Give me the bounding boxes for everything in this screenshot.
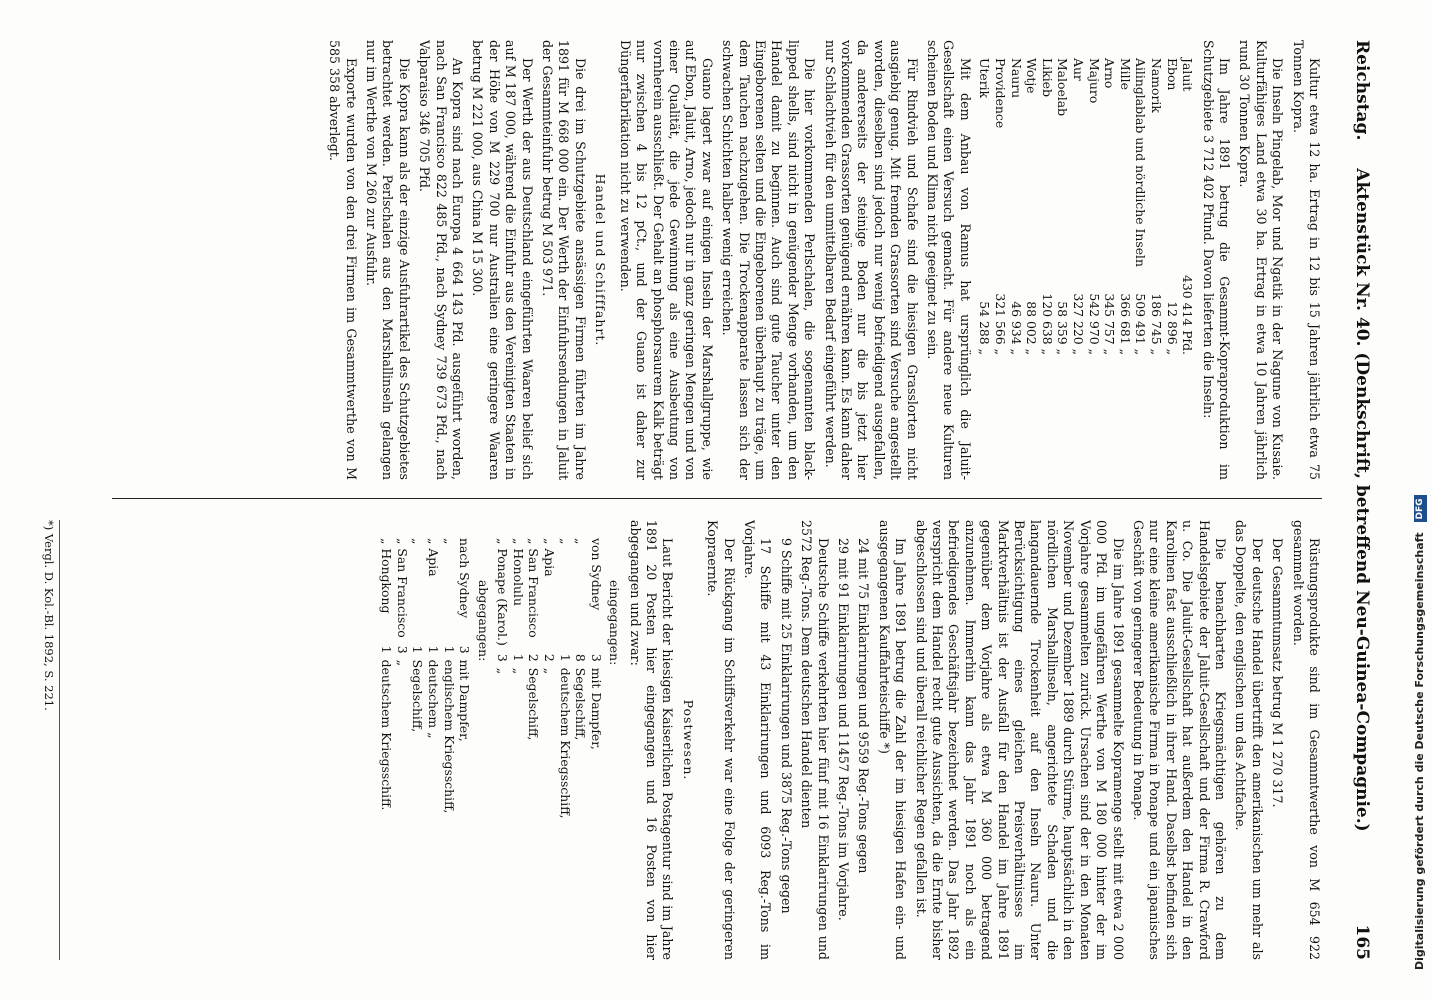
paragraph: 24 mit 75 Einklarirungen und 9559 Reg.-Tons gegen xyxy=(856,538,872,874)
table-row xyxy=(1024,58,1040,361)
island-name: Likieb xyxy=(1039,58,1055,97)
table-row xyxy=(441,538,457,821)
mail-count: 1 xyxy=(557,653,573,662)
right-column xyxy=(375,520,1322,960)
island-name: Uterik xyxy=(977,58,993,99)
kopra-value: 366 681 „ xyxy=(1117,293,1133,355)
mail-vessel: mit Dampfer, xyxy=(588,667,604,750)
table-row xyxy=(379,538,395,821)
column-divider xyxy=(112,498,1322,499)
left-column xyxy=(322,40,1322,480)
mail-vessel: „ xyxy=(495,667,511,675)
island-name: Jaluit xyxy=(1180,58,1196,92)
table-row xyxy=(1164,58,1180,361)
paragraph: Die im Jahre 1891 gesammelte Kopramenge stellt mit etwa 2 000 000 Pfd. im ungefähren Werthe von M 180 000 hinter der im Vorjahre gesammelten zurück. Ursachen sind der in den Monaten November und Dezember 1889 durch Stürme, hauptsächlich in den nördlichen Marshallinseln, angerichtete Schaden und die langandauernde Trockenheit auf den Inseln Nauru. Unter Berücksichtigung eines gleichen Preisverhältnisses im Marktverhältnis ist der Ausfall für den Handel im Jahre 1891 gegenüber dem Vorjahre als etwa M 360 000 betragend anzunehmen. Immerhin kann das Jahr 1891 noch als ein befriedigendes Geschäftsjahr bezeichnet werden. Das Jahr 1892 verspricht dem Handel recht gute Aussichten, da die Ernte bisher abgeschlossen sind und überall reichlicher Regen gefallen ist. xyxy=(913,520,1126,960)
island-name: Arno xyxy=(1102,58,1118,89)
paragraph: Der Rückgang im Schiffsverkehr war eine Folge der geringeren Kopraernte. xyxy=(705,520,737,960)
mail-vessel: deutschem Kriegsschiff. xyxy=(379,659,395,811)
kopra-value: 327 220 „ xyxy=(1071,293,1086,355)
paragraph: Laut Bericht der hiesigen Kaiserlichen Postagentur sind im Jahre 1891 20 Posten hier eingegangen und 16 Posten von hier abgegangen und zwar: xyxy=(627,520,676,960)
kopra-value: 120 638 „ xyxy=(1039,293,1055,355)
header-title: Aktenstück Nr. 40. (Denkschrift, betreffend Neu-Guinea-Compagnie.) xyxy=(1352,168,1372,832)
mail-count: 3 xyxy=(588,653,604,662)
paragraph: 17 Schiffe mit 43 Einklarirungen und 6093 Reg.-Tons im Vorjahre. xyxy=(742,520,774,960)
paragraph: Die benachbarten Kriegsmächtigen gehören zu dem Handelsgebiete der Jaluit-Gesellschaft und der Firma R. Crawford u. Co. Die Jaluit-Gesellschaft hat außerdem den Handel in den Karolinen fast ausschließlich in ihrer Hand. Daselbst befinden sich nur eine kleine amerikanische Firma in Ponape und ein japanisches Geschäft von geringerer Bedeutung in Ponape. xyxy=(1130,520,1228,960)
kopra-value: 430 414 Pfd. xyxy=(1180,275,1196,355)
paragraph: 9 Schiffe mit 25 Einklarirungen und 3875 Reg.-Tons gegen xyxy=(778,538,794,914)
island-name: Maloelab xyxy=(1055,58,1071,117)
table-row xyxy=(573,538,589,827)
mail-vessel: englischem Kriegsschiff, xyxy=(441,659,457,814)
table-row xyxy=(410,538,426,821)
table-row xyxy=(1039,58,1055,361)
table-row xyxy=(394,538,410,821)
paragraph: Der Gesammtumsatz betrug M 1 270 317. xyxy=(1270,538,1286,808)
outgoing-label: abgegangen: xyxy=(475,580,491,662)
mail-vessel: „ xyxy=(510,667,526,675)
paragraph: Die drei im Schutzgebiete ansässigen Firmen führten im Jahre 1891 für M 668 000 ein. Der Werth der Einfuhrsendungen in Jaluit der Gesammteinfuhr betrug M 503 971. xyxy=(540,40,588,480)
kopra-value: 54 288 „ xyxy=(977,301,993,355)
kopra-production-table xyxy=(977,58,1195,361)
mail-origin: „ Ponape (Karol.) xyxy=(495,538,511,646)
table-row xyxy=(1086,58,1102,361)
table-row xyxy=(495,538,511,827)
mail-count: 3 xyxy=(457,645,473,654)
island-name: Aur xyxy=(1071,58,1086,81)
table-row xyxy=(1008,58,1024,361)
table-row xyxy=(557,538,573,827)
mail-vessel: Segelschiff, xyxy=(410,659,426,733)
kopra-value: 321 566 „ xyxy=(993,293,1009,355)
running-head xyxy=(1332,40,1372,960)
paragraph: Der Werth der aus Deutschland eingeführten Waaren belief sich auf M 187 000, während die Einfuhr aus den Vereinigten Staaten in der Höhe von M 229 700 nur Australien eine geringere Waaren betrug M 221 000, aus China M 15 300. xyxy=(470,40,535,480)
dfg-logo: DFG xyxy=(1414,495,1427,522)
paragraph: Rüstungsprodukte sind im Gesammtwerthe von M 654 922 gesammelt worden. xyxy=(1290,520,1322,960)
section-heading-trade: Handel und Schifffahrt. xyxy=(593,173,609,347)
attribution-text: Digitalisierung gefördert durch die Deutsche Forschungsgemeinschaft xyxy=(1413,532,1426,970)
island-name: Ebon xyxy=(1164,58,1180,91)
mail-destination: „ San Francisco xyxy=(394,538,410,638)
mail-vessel: deutschem Kriegsschiff, xyxy=(557,667,573,819)
mail-count: 3 xyxy=(394,645,410,654)
table-row xyxy=(992,58,1008,361)
mail-count: 1 xyxy=(426,645,441,654)
kopra-value: 58 359 „ xyxy=(1055,301,1071,355)
paragraph: Mit dem Anbau von Ramus hat ursprünglich die Jaluit-Gesellschaft einen Versuch gemacht. Für andere neue Kulturen scheinen Boden und Klima nicht geeignet zu sein. xyxy=(925,40,973,480)
kopra-value: 542 970 „ xyxy=(1086,293,1102,355)
table-row xyxy=(1148,58,1164,361)
mail-origin: „ xyxy=(573,538,589,545)
mail-count: 2 xyxy=(526,653,542,662)
mail-vessel: Segelschiff, xyxy=(573,667,589,741)
mail-count: 1 xyxy=(510,653,526,662)
island-name: Ailinglablab und nördliche Inseln xyxy=(1133,58,1149,268)
outgoing-mail-table xyxy=(379,538,473,821)
incoming-label: eingegangen: xyxy=(607,580,623,666)
paragraph: Die Inseln Pingelab, Mor und Ngatik in der Nagune von Kusaie. Kulturfähiges Land etwa 30 ha. Ertrag in etwa 10 Jahren jährlich rund 30 Tonnen Kopra. xyxy=(1237,40,1286,480)
page-number: 165 xyxy=(1352,924,1372,960)
footnote: *) Vergl. D. Kol.-Bl. 1892, S. 221. xyxy=(42,520,60,960)
mail-vessel: „ xyxy=(394,659,410,667)
kopra-value: 46 934 „ xyxy=(1008,301,1024,355)
table-row xyxy=(510,538,526,827)
digitization-attribution xyxy=(1409,0,1431,1000)
mail-destination: „ xyxy=(410,538,426,545)
table-row xyxy=(1180,58,1196,361)
mail-count: 1 xyxy=(441,645,457,654)
mail-destination: „ xyxy=(441,538,457,545)
paragraph: Die Kopra kann als der einzige Ausfuhrartikel des Schutzgebietes betrachtet werden. Perlschalen aus den Marshallinseln gelangen nur im Werthe von M 260 zur Ausfuhr. xyxy=(364,40,412,480)
table-row xyxy=(425,538,441,821)
paragraph: Für Rindvieh und Schafe sind die hiesigen Grasslorten nicht ausgiebig genug. Mit fremden Grassorten sind Versuche angestellt worden, dieselben sind jedoch nur wenig befriedigend ausgefallen, da andererseits der steinige Boden nur die bis jetzt hier vorkommenden Grassorten genügend ernähren kann. Es kann daher nur Schlachtvieh für den unmittelbaren Bedarf eingeführt werden. xyxy=(822,40,920,480)
mail-origin: „ Honolulu xyxy=(510,538,526,606)
mail-count: 1 xyxy=(379,645,395,654)
mail-vessel: Segelschiff, xyxy=(526,667,542,741)
island-name: Providence xyxy=(993,58,1009,129)
table-row xyxy=(1070,58,1086,361)
mail-vessel: deutschem „ xyxy=(426,659,441,739)
paragraph: Im Jahre 1891 betrug die Gesammt-Kopraproduktion im Schutzgebiete 3 712 402 Pfund. Davon lieferten die Inseln: xyxy=(1200,40,1232,480)
table-row xyxy=(1055,58,1071,361)
table-row xyxy=(588,538,604,827)
mail-destination: nach Sydney xyxy=(457,538,473,618)
mail-vessel: mit Dampfer, xyxy=(457,659,473,742)
mail-count: 3 xyxy=(495,653,511,662)
mail-vessel: „ xyxy=(541,667,557,675)
mail-origin: von Sydney xyxy=(588,538,604,611)
paragraph: Die hier vorkommenden Perlschalen, die sogenannten black-lipped shells, sind nicht in genügender Menge vorhanden, um den Handel damit zu beginnen. Auch sind gute Taucher unter den Eingeborenen selten und die Eingeborenen überhaupt zu träge, um dem Tauchen nachzugehen. Die Trockenapparate lassen sich der schwachen Schichten halber wenig erreichen. xyxy=(720,40,818,480)
island-name: Mille xyxy=(1117,58,1133,90)
header-left: Reichstag. xyxy=(1352,40,1372,141)
mail-count: 8 xyxy=(573,653,589,662)
kopra-value: 186 745 „ xyxy=(1148,293,1164,355)
table-row xyxy=(1133,58,1149,361)
table-row xyxy=(541,538,557,827)
mail-destination: „ Apia xyxy=(426,538,441,577)
mail-origin: „ Apia xyxy=(541,538,557,577)
paragraph: An Kopra sind nach Europa 4 664 143 Pfd. ausgeführt worden, nach San Francisco 822 485 Pfd., nach Sydney 739 673 Pfd., nach Valparaiso 346 705 Pfd. xyxy=(417,40,466,480)
table-row xyxy=(457,538,473,821)
mail-count: 2 xyxy=(541,653,557,662)
mail-origin: „ xyxy=(557,538,573,545)
table-row xyxy=(977,58,993,361)
island-name: Namorik xyxy=(1148,58,1164,113)
island-name: Majuro xyxy=(1086,58,1102,104)
incoming-mail-table xyxy=(495,538,604,827)
island-name: Wotje xyxy=(1024,58,1040,94)
paragraph: Deutsche Schiffe verkehrten hier fünf mit 16 Einklarirungen und 2572 Reg.-Tons. Dem deutschen Handel dienten xyxy=(799,520,831,960)
mail-destination: „ Hongkong xyxy=(379,538,395,614)
table-row xyxy=(1117,58,1133,361)
kopra-value: 345 757 „ xyxy=(1102,293,1118,355)
mail-count: 1 xyxy=(410,645,426,654)
paragraph: Kultur etwa 12 ha. Ertrag in 12 bis 15 Jahren jährlich etwa 75 Tonnen Kopra. xyxy=(1290,40,1322,480)
paragraph: Exporte wurden von den drei Firmen im Gesammtwerthe von M 585 358 abverlegt. xyxy=(327,40,359,480)
kopra-value: 12 896 „ xyxy=(1164,301,1180,355)
mail-origin: „ San Francisco xyxy=(526,538,542,638)
section-heading-post: Postwesen. xyxy=(680,699,696,781)
table-row xyxy=(1102,58,1118,361)
paragraph: Im Jahre 1891 betrug die Zahl der im hiesigen Hafen ein- und ausgegangenen Kauffahrteischiffe *) xyxy=(876,520,909,960)
paragraph: Guano lagert zwar auf einigen Inseln der Marshallgruppe, wie auf Ebon, Jaluit, Arno, jedoch nur in ganz geringen Mengen und von einer Qualität, die jede Gewinnung als eine Ausbeutung von vornherein ausschließt. Der Gehalt an phosphorsaurem Kalk beträgt nur zwischen 4 bis 12 pCt., und der Guano ist daher zur Düngerfabrikation nicht zu verwenden. xyxy=(617,40,715,480)
kopra-value: 509 491 „ xyxy=(1133,293,1149,355)
table-row xyxy=(526,538,542,827)
kopra-value: 88 002 „ xyxy=(1024,301,1040,355)
island-name: Nauru xyxy=(1008,58,1024,99)
paragraph: 29 mit 91 Einklarirungen und 11457 Reg.-Tons im Vorjahre. xyxy=(836,538,852,921)
paragraph: Der deutsche Handel übertrifft den amerikanischen um mehr als das Doppelte, den englischen um das Achtfache. xyxy=(1233,520,1265,960)
